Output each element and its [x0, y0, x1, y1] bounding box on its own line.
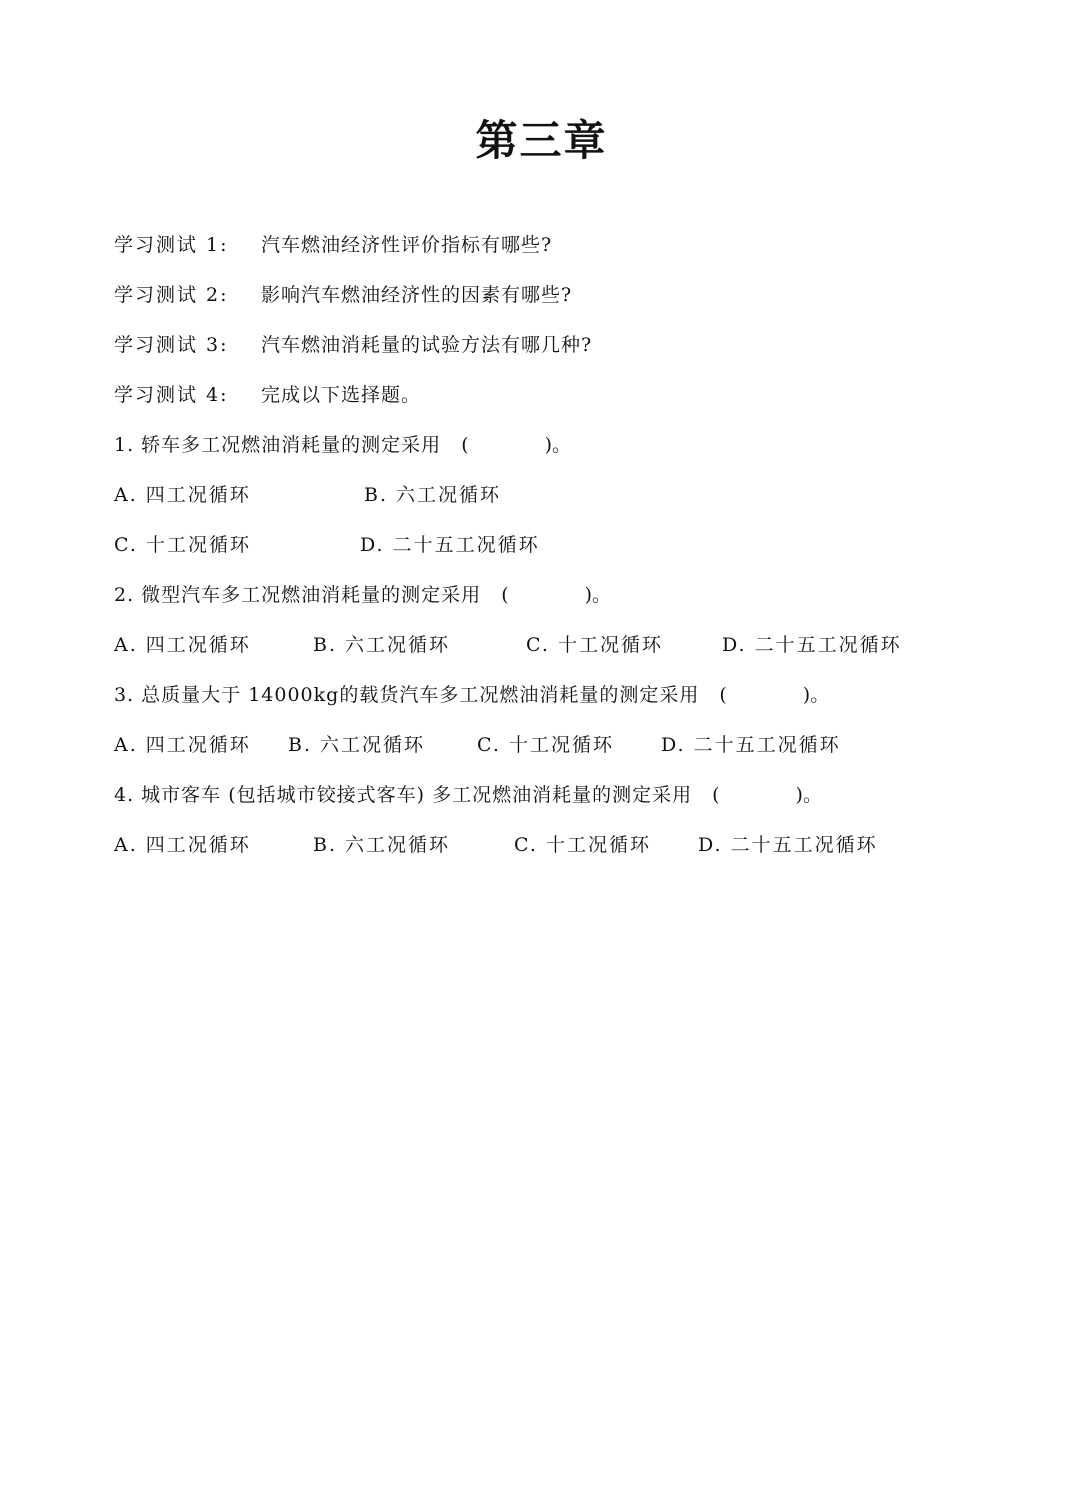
option-b: B. 六工况循环 — [288, 734, 426, 756]
option-a: A. 四工况循环 — [114, 834, 251, 856]
option-d: D. 二十五工况循环 — [360, 534, 540, 556]
test-label: 学习测试 1: — [114, 234, 229, 256]
question-3 — [114, 680, 1014, 730]
test-text: 完成以下选择题。 — [261, 384, 422, 406]
option-c: C. 十工况循环 — [514, 834, 651, 856]
answer-blank: ( )。 — [501, 584, 612, 606]
question-1-options-row-1 — [114, 480, 1014, 530]
question-2-options — [114, 630, 1014, 680]
answer-blank: ( )。 — [712, 784, 822, 806]
test-item-1 — [114, 230, 1014, 280]
test-text: 汽车燃油消耗量的试验方法有哪几种? — [261, 334, 593, 356]
option-b: B. 六工况循环 — [313, 634, 451, 656]
question-text: 1. 轿车多工况燃油消耗量的测定采用 — [114, 434, 442, 456]
test-item-2 — [114, 280, 1014, 330]
question-text: 3. 总质量大于 14000kg的载货汽车多工况燃油消耗量的测定采用 — [114, 684, 700, 706]
question-1 — [114, 430, 1014, 480]
option-c: C. 十工况循环 — [114, 534, 251, 556]
question-text: 2. 微型汽车多工况燃油消耗量的测定采用 — [114, 584, 482, 606]
option-a: A. 四工况循环 — [114, 634, 251, 656]
option-a: A. 四工况循环 — [114, 484, 251, 506]
option-a: A. 四工况循环 — [114, 734, 251, 756]
test-item-3 — [114, 330, 1014, 380]
chapter-title: 第三章 — [475, 116, 608, 165]
option-d: D. 二十五工况循环 — [698, 834, 878, 856]
option-d: D. 二十五工况循环 — [722, 634, 902, 656]
question-4-options — [114, 830, 1014, 880]
option-b: B. 六工况循环 — [364, 484, 502, 506]
option-d: D. 二十五工况循环 — [661, 734, 841, 756]
option-c: C. 十工况循环 — [477, 734, 614, 756]
answer-blank: ( )。 — [719, 684, 830, 706]
test-text: 汽车燃油经济性评价指标有哪些? — [261, 234, 553, 256]
question-1-options-row-2 — [114, 530, 1014, 580]
answer-blank: ( )。 — [461, 434, 572, 456]
question-2 — [114, 580, 1014, 630]
test-item-4 — [114, 380, 1014, 430]
option-b: B. 六工况循环 — [313, 834, 451, 856]
test-label: 学习测试 3: — [114, 334, 229, 356]
test-label: 学习测试 4: — [114, 384, 229, 406]
document-body — [114, 230, 1014, 880]
test-text: 影响汽车燃油经济性的因素有哪些? — [261, 284, 573, 306]
question-text: 4. 城市客车 (包括城市铰接式客车) 多工况燃油消耗量的测定采用 — [114, 784, 693, 806]
option-c: C. 十工况循环 — [526, 634, 663, 656]
question-4 — [114, 780, 1014, 830]
test-label: 学习测试 2: — [114, 284, 229, 306]
question-3-options — [114, 730, 1014, 780]
